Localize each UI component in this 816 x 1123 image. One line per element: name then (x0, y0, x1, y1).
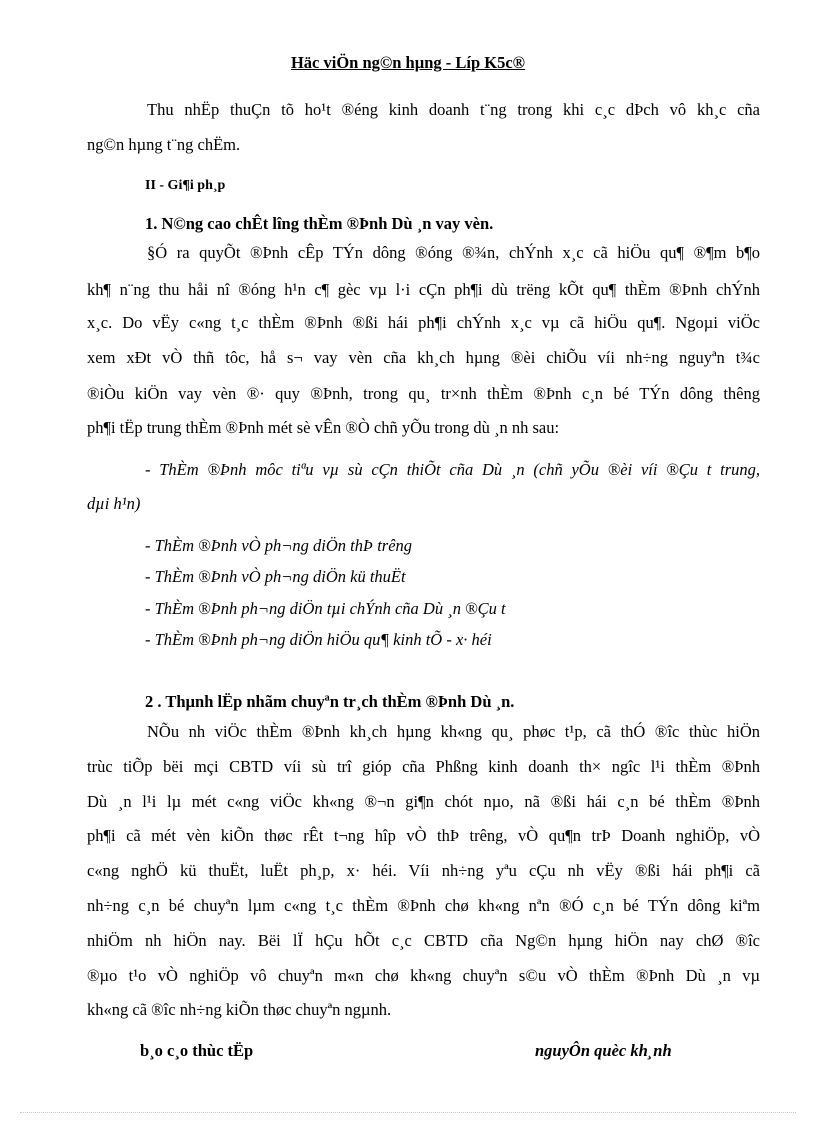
bullet-item: - ThÈm ®Þnh ph¬ng diÖn tµi chÝnh cña Dù ¸n ®Çu t (145, 599, 506, 618)
paragraph-2-line-2: kh¶ n¨ng thu håi nî ®óng h¹n c¶ gèc vµ l·i cÇn ph¶i dù trëng kÕt qu¶ thÈm ®Þnh chÝnh (87, 280, 760, 299)
heading-2: 2 . Thµnh lËp nhãm chuyªn tr¸ch thÈm ®Þnh Dù ¸n. (145, 692, 515, 711)
paragraph-3-line-8: ®µo t¹o vÒ nghiÖp vô chuyªn m«n chø kh«ng chuyªn s©u vÒ thÈm ®Þnh Dù ¸n vµ (87, 966, 760, 985)
bullet-intro-line-2: dµi h¹n) (87, 494, 141, 513)
paragraph-2-line-3: x¸c. Do vËy c«ng t¸c thÈm ®Þnh ®ßi hái ph¶i chÝnh x¸c vµ cã hiÖu qu¶. Ngoµi viÖc (87, 313, 760, 332)
paragraph-2-line-5: ®iÒu kiÖn vay vèn ®· quy ®Þnh, trong qu¸ tr×nh thÈm ®Þnh c¸n bé TÝn dông thêng (87, 384, 760, 403)
paragraph-3-line-1: NÕu nh viÖc thÈm ®Þnh kh¸ch hµng kh«ng qu¸ phøc t¹p, cã thÓ ®îc thùc hiÖn (147, 722, 760, 741)
bullet-intro-line-1: - ThÈm ®Þnh môc tiªu vµ sù cÇn thiÕt cña Dù ¸n (chñ yÕu ®èi víi ®Çu t trung, (145, 460, 760, 479)
paragraph-3-line-5: c«ng nghÖ kü thuËt, luËt ph¸p, x· héi. Víi nh÷ng yªu cÇu nh vËy ®ßi hái ph¶i cã (87, 861, 760, 880)
paragraph-2-line-4: xem xÐt vÒ thñ tôc, hå s¬ vay vèn cña kh¸ch hµng ®èi chiÕu víi nh÷ng nguyªn t¾c (87, 348, 760, 367)
paragraph-3-line-2: trùc tiÕp bëi mçi CBTD víi sù trî gióp cña Phßng kinh doanh th× ngîc l¹i thÈm ®Þnh (87, 757, 760, 776)
page-bottom-divider (20, 1112, 796, 1113)
paragraph-2-line-6: ph¶i tËp trung thÈm ®Þnh mét sè vÊn ®Ò chñ yÕu trong dù ¸n nh sau: (87, 418, 560, 437)
paragraph-3-line-6: nh÷ng c¸n bé chuyªn lµm c«ng t¸c thÈm ®Þnh chø kh«ng nªn ®Ó c¸n bé TÝn dông kiªm (87, 896, 760, 915)
paragraph-3-line-3: Dù ¸n l¹i lµ mét c«ng viÖc kh«ng ®¬n gi¶n chót nµo, nã ®ßi hái c¸n bé thÈm ®Þnh (87, 792, 760, 811)
bullet-item: - ThÈm ®Þnh ph¬ng diÖn hiÖu qu¶ kinh tÕ - x· héi (145, 630, 492, 649)
paragraph-3-line-4: ph¶i cã mét vèn kiÕn thøc rÊt t¬ng hîp vÒ thÞ trêng, vÒ qu¶n trÞ Doanh nghiÖp, vÒ (87, 826, 760, 845)
paragraph-3-line-9: kh«ng cã ®îc nh÷ng kiÕn thøc chuyªn ngµnh. (87, 1000, 392, 1019)
bullet-item: - ThÈm ®Þnh vÒ ph¬ng diÖn thÞ trêng (145, 536, 413, 555)
heading-1: 1. N©ng cao chÊt lîng thÈm ®Þnh Dù ¸n vay vèn. (145, 214, 494, 233)
paragraph-1-line-1: Thu nhËp thuÇn tõ ho¹t ®éng kinh doanh t¨ng trong khi c¸c dÞch vô kh¸c cña (147, 100, 760, 119)
footer-author-name: nguyÔn quèc kh¸nh (535, 1041, 672, 1060)
footer-left-title: b¸o c¸o thùc tËp (140, 1041, 254, 1060)
bullet-item: - ThÈm ®Þnh vÒ ph¬ng diÖn kü thuËt (145, 567, 406, 586)
paragraph-2-line-1: §Ó ra quyÕt ®Þnh cÊp TÝn dông ®óng ®¾n, chÝnh x¸c cã hiÖu qu¶ ®¶m b¶o (147, 243, 760, 262)
paragraph-1-line-2: ng©n hµng t¨ng chËm. (87, 135, 241, 154)
page-header: Häc viÖn ng©n hµng - Líp K5c® (290, 53, 526, 72)
section-heading-ii: II - Gi¶i ph¸p (145, 178, 226, 193)
paragraph-3-line-7: nhiÖm nh hiÖn nay. Bëi lÏ hÇu hÕt c¸c CBTD cña Ng©n hµng hiÖn nay chØ ®îc (87, 931, 760, 950)
